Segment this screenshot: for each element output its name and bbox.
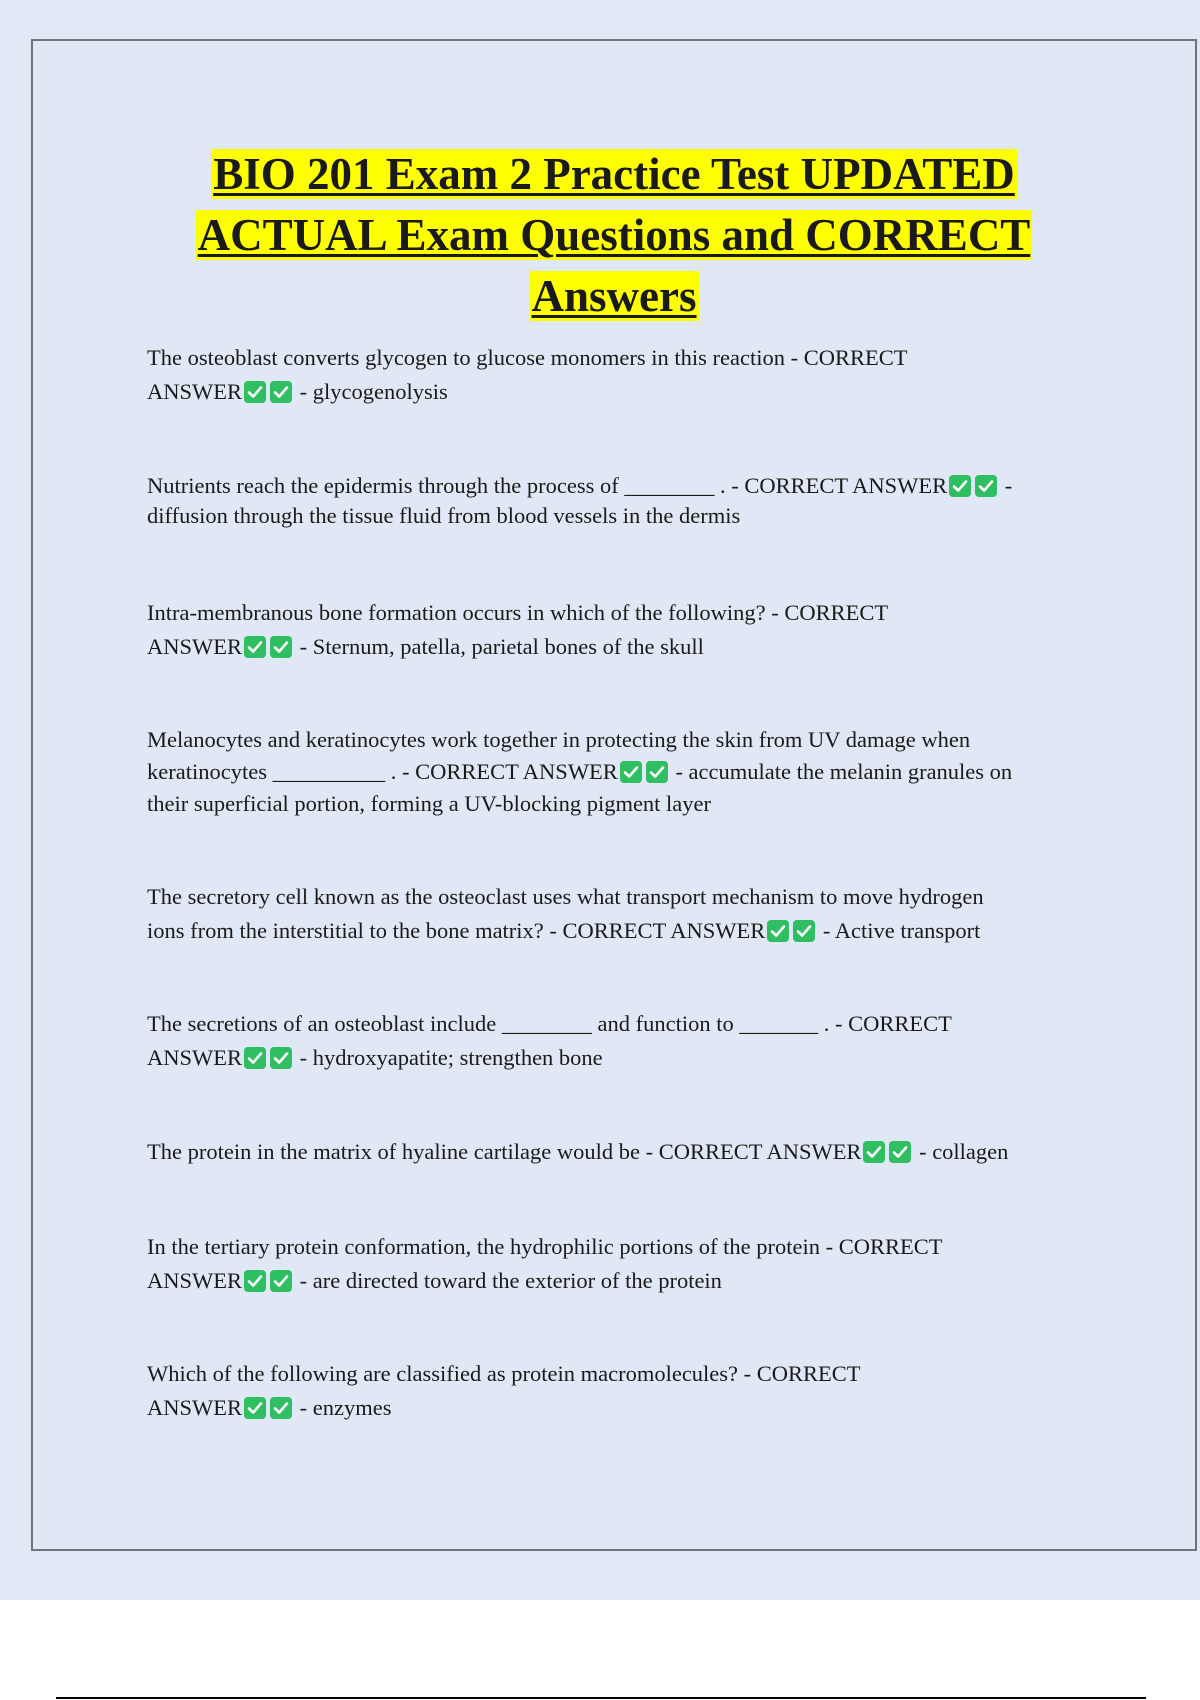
check-mark-icon — [270, 636, 292, 658]
check-mark-icon — [793, 920, 815, 942]
check-mark-icon — [975, 475, 997, 497]
qa-item-7 — [147, 1135, 1147, 1169]
check-mark-icon — [620, 761, 642, 783]
check-mark-icon — [244, 381, 266, 403]
answer-text: diffusion through the tissue fluid from blood vessels in the dermis — [147, 503, 741, 528]
qa-item-2 — [147, 471, 1147, 531]
check-mark-icon — [767, 920, 789, 942]
check-mark-icon — [270, 381, 292, 403]
answer-text: - glycogenolysis — [294, 379, 448, 404]
answer-text-cont: their superficial portion, forming a UV-blocking pigment layer — [147, 791, 712, 816]
check-mark-icon — [646, 761, 668, 783]
question-text: The osteoblast converts glycogen to glucose monomers in this reaction - CORRECT — [147, 345, 908, 370]
qa-item-3 — [147, 596, 1147, 664]
check-mark-icon — [270, 1270, 292, 1292]
answer-label: ANSWER — [147, 379, 242, 404]
question-text: The secretions of an osteoblast include ________ and function to _______ . - CORRECT — [147, 1011, 952, 1036]
check-mark-icon — [270, 1397, 292, 1419]
check-mark-icon — [949, 475, 971, 497]
answer-text: - are directed toward the exterior of the protein — [294, 1268, 722, 1293]
question-text: Intra-membranous bone formation occurs in which of the following? - CORRECT — [147, 600, 889, 625]
document-title — [33, 144, 1195, 327]
document-page — [31, 39, 1197, 1551]
question-text: Nutrients reach the epidermis through the process of ________ . - CORRECT ANSWER — [147, 473, 948, 498]
qa-item-1 — [147, 341, 1147, 409]
title-line-1: BIO 201 Exam 2 Practice Test UPDATED — [213, 149, 1015, 199]
answer-text: - collagen — [913, 1139, 1009, 1164]
question-text: Which of the following are classified as protein macromolecules? - CORRECT — [147, 1361, 861, 1386]
answer-text: - accumulate the melanin granules on — [669, 759, 1013, 784]
question-text: Melanocytes and keratinocytes work together in protecting the skin from UV damage when — [147, 727, 971, 752]
qa-item-6 — [147, 1007, 1147, 1075]
answer-label: ANSWER — [147, 1045, 242, 1070]
answer-text: - hydroxyapatite; strengthen bone — [294, 1045, 603, 1070]
check-mark-icon — [244, 1397, 266, 1419]
qa-item-4 — [147, 724, 1147, 820]
answer-dash: - — [999, 473, 1013, 498]
check-mark-icon — [244, 636, 266, 658]
bottom-rule — [56, 1697, 1146, 1699]
answer-label: ANSWER — [147, 634, 242, 659]
title-line-2: ACTUAL Exam Questions and CORRECT — [197, 210, 1031, 260]
answer-text: - enzymes — [294, 1395, 392, 1420]
qa-item-5 — [147, 880, 1147, 948]
answer-label: ANSWER — [147, 1268, 242, 1293]
qa-item-8 — [147, 1230, 1147, 1298]
check-mark-icon — [863, 1141, 885, 1163]
question-text: In the tertiary protein conformation, the hydrophilic portions of the protein - CORRECT — [147, 1234, 943, 1259]
question-text-cont: ions from the interstitial to the bone matrix? - CORRECT ANSWER — [147, 918, 766, 943]
check-mark-icon — [889, 1141, 911, 1163]
question-text: The protein in the matrix of hyaline cartilage would be - CORRECT ANSWER — [147, 1139, 862, 1164]
answer-label: ANSWER — [147, 1395, 242, 1420]
check-mark-icon — [270, 1047, 292, 1069]
title-line-3: Answers — [531, 271, 697, 321]
question-text: The secretory cell known as the osteoclast uses what transport mechanism to move hydrogen — [147, 884, 984, 909]
answer-text: - Sternum, patella, parietal bones of the skull — [294, 634, 704, 659]
answer-text: - Active transport — [817, 918, 981, 943]
check-mark-icon — [244, 1270, 266, 1292]
question-text-cont: keratinocytes __________ . - CORRECT ANSWER — [147, 759, 618, 784]
check-mark-icon — [244, 1047, 266, 1069]
qa-item-9 — [147, 1357, 1147, 1425]
